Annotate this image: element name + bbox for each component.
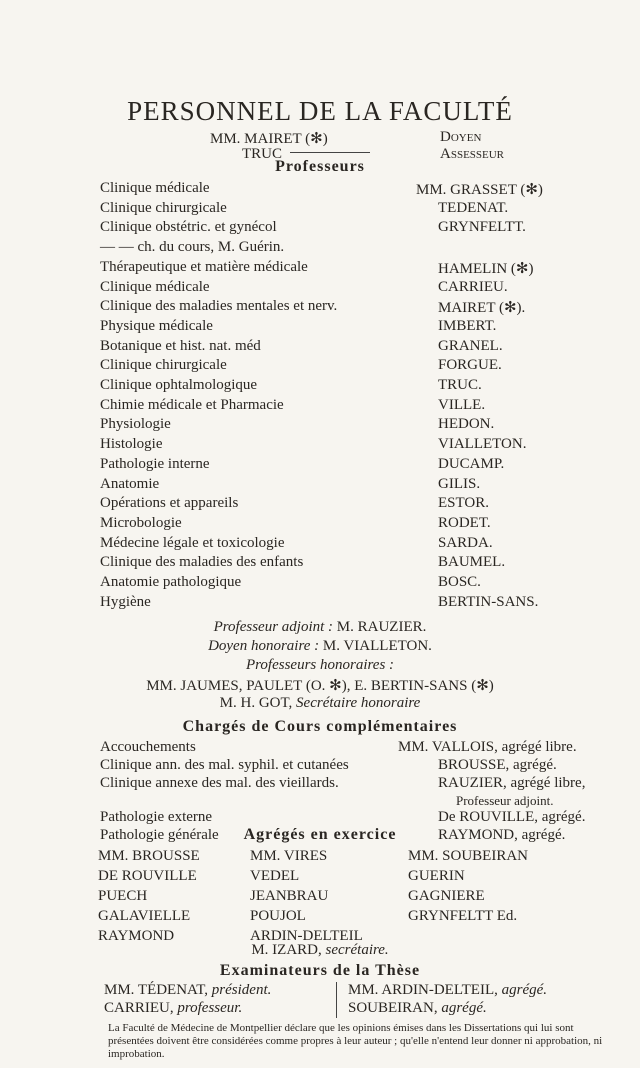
- charge-row-label: Clinique annexe des mal. des vieillards.: [100, 775, 339, 791]
- agreges-secretary-name: M. IZARD,: [251, 942, 322, 958]
- title-divider: [290, 152, 370, 153]
- professor-row: [100, 318, 612, 338]
- professor-row-name: BAUMEL.: [438, 554, 506, 571]
- secretary-honoraire-role: Secrétaire honoraire: [296, 695, 421, 711]
- charge-row-name: BROUSSE, agrégé.: [438, 757, 557, 773]
- professor-row-label: Thérapeutique et matière médicale: [100, 258, 308, 275]
- examiner-right: [348, 982, 547, 999]
- adjoint-name: M. RAUZIER.: [336, 619, 427, 635]
- professor-row-name: TEDENAT.: [438, 199, 509, 216]
- charge-row-name: De ROUVILLE, agrégé.: [438, 809, 586, 825]
- professor-row-label: Clinique chirurgicale: [100, 357, 227, 374]
- agreges-secretary-role: secrétaire.: [325, 942, 389, 958]
- agrege-name: MM. SOUBEIRAN: [408, 848, 529, 864]
- professor-row: [100, 416, 612, 436]
- professor-row: [100, 259, 612, 279]
- professor-row-label: Microbologie: [100, 514, 182, 531]
- adjoint-line: [0, 619, 640, 636]
- professor-row-label: Hygiène: [100, 593, 151, 610]
- professor-row-label: Botanique et hist. nat. méd: [100, 337, 261, 354]
- charge-row: [100, 757, 612, 777]
- examiner-left: [104, 1000, 242, 1017]
- examiner-left-role: président.: [211, 982, 272, 998]
- professor-row: [100, 574, 612, 594]
- agrege-name: MM. VIRES: [250, 848, 328, 864]
- professor-row-name: VILLE.: [438, 396, 486, 413]
- professor-row-name: GILIS.: [438, 475, 481, 492]
- secretary-honoraire-name: M. H. GOT,: [219, 695, 293, 711]
- dean-name: MM. MAIRET (✻): [210, 131, 328, 147]
- charge-row: [100, 775, 612, 795]
- page-title: PERSONNEL DE LA FACULTÉ: [127, 96, 513, 126]
- charge-row-label: Clinique ann. des mal. syphil. et cutanées: [100, 757, 349, 773]
- professor-row-name: ESTOR.: [438, 495, 489, 512]
- professor-row-label: Clinique des maladies des enfants: [100, 554, 304, 571]
- professor-row: [100, 397, 612, 417]
- professor-row-label: Clinique médicale: [100, 278, 210, 295]
- agrege-name: DE ROUVILLE: [98, 868, 197, 884]
- dean-role: Doyen: [440, 129, 482, 145]
- charge-row: [100, 739, 612, 759]
- examiner-right-role: agrégé.: [501, 982, 548, 998]
- examiner-right-name: SOUBEIRAN,: [348, 1000, 438, 1016]
- professor-row-name: RODET.: [438, 514, 491, 531]
- doyen-honoraire-label: Doyen honoraire :: [208, 638, 320, 654]
- professor-row-name: MAIRET (✻).: [438, 300, 526, 317]
- professor-row: [100, 239, 612, 259]
- prof-honoraires-label: Professeurs honoraires :: [245, 657, 395, 673]
- professor-row-name: VIALLETON.: [438, 436, 527, 453]
- professor-row: [100, 476, 612, 496]
- professor-row-name: GRANEL.: [438, 337, 503, 354]
- professor-row-name: GRYNFELTT.: [438, 219, 526, 236]
- professor-row-label: Opérations et appareils: [100, 495, 239, 512]
- professor-row: [100, 298, 612, 318]
- professor-row: [100, 200, 612, 220]
- charge-row-name: RAYMOND, agrégé.: [438, 827, 566, 843]
- professor-row-label: Clinique des maladies mentales et nerv.: [100, 298, 338, 315]
- faculty-disclaimer: La Faculté de Médecine de Montpellier déclare que les opinions émises dans les Dissertations qui lui sont présentées doivent être considérées comme propres à leur auteur ; qu'elle n'entend leur donner ni approbation, ni improbation.: [108, 1022, 603, 1060]
- examiner-right-name: MM. ARDIN-DELTEIL,: [348, 982, 498, 998]
- assessor-name: TRUC: [242, 146, 283, 162]
- professor-row-name: SARDA.: [438, 534, 493, 551]
- agrege-name: GUERIN: [408, 868, 465, 884]
- professor-row-name: FORGUE.: [438, 357, 502, 374]
- agrege-name: RAYMOND: [98, 928, 175, 944]
- professor-row: [100, 377, 612, 397]
- professor-row-label: Clinique ophtalmologique: [100, 377, 258, 393]
- charge-row-label: Pathologie externe: [100, 809, 213, 825]
- agrege-name: GAGNIERE: [408, 888, 485, 904]
- professor-row-name: TRUC.: [438, 377, 482, 393]
- examiner-left-name: CARRIEU,: [104, 1000, 174, 1016]
- professor-row-name: CARRIEU.: [438, 278, 508, 295]
- charge-row-label: Pathologie générale: [100, 827, 219, 843]
- agrege-name: JEANBRAU: [250, 888, 329, 904]
- examiner-left: [104, 982, 271, 999]
- charges-heading: Chargés de Cours complémentaires: [182, 718, 458, 735]
- professors-heading: Professeurs: [275, 158, 365, 175]
- professor-row-label: Clinique médicale: [100, 180, 210, 196]
- professor-row: [100, 495, 612, 515]
- agreges-column-3: [408, 846, 528, 926]
- professor-row: [100, 279, 612, 299]
- examiners-divider: [336, 982, 337, 1018]
- adjoint-label: Professeur adjoint :: [213, 619, 334, 635]
- professor-row-label: Médecine légale et toxicologie: [100, 534, 285, 551]
- prof-honoraires-names: MM. JAUMES, PAULET (O. ✻), E. BERTIN-SANS (✻): [146, 678, 494, 694]
- professor-row-label: Clinique chirurgicale: [100, 199, 227, 216]
- examiners-heading: Examinateurs de la Thèse: [219, 962, 421, 979]
- professor-row-label: Anatomie: [100, 475, 160, 492]
- agrege-name: VEDEL: [250, 868, 300, 884]
- professor-row-name: BERTIN-SANS.: [438, 593, 539, 610]
- examiner-left-role: professeur.: [177, 1000, 243, 1016]
- agrege-name: GALAVIELLE: [98, 908, 191, 924]
- agrege-name: MM. BROUSSE: [98, 848, 200, 864]
- professor-row-label: Physique médicale: [100, 317, 213, 334]
- charge-row-label: Accouchements: [100, 739, 196, 755]
- agreges-column-2: [250, 846, 363, 946]
- professor-row: [100, 436, 612, 456]
- agrege-name: POUJOL: [250, 908, 306, 924]
- agreges-heading: Agrégés en exercice: [243, 826, 397, 843]
- professor-row: [100, 357, 612, 377]
- professor-row-name: HEDON.: [438, 416, 495, 433]
- assessor-role: Assesseur: [440, 146, 505, 162]
- professor-row: [100, 515, 612, 535]
- professor-row-label: Histologie: [100, 436, 163, 453]
- professor-row-name: HAMELIN (✻): [438, 260, 534, 277]
- charge-row-name: MM. VALLOIS, agrégé libre.: [398, 739, 577, 755]
- examiner-right-role: agrégé.: [441, 1000, 487, 1016]
- professor-row: [100, 456, 612, 476]
- professor-row: [100, 180, 612, 200]
- professor-row-name: IMBERT.: [438, 317, 497, 334]
- professor-row-label: Chimie médicale et Pharmacie: [100, 396, 284, 413]
- doyen-honoraire-line: [0, 638, 640, 655]
- agrege-name: GRYNFELTT Ed.: [408, 908, 518, 924]
- examiner-right: [348, 1000, 487, 1017]
- professor-row: [100, 535, 612, 555]
- professor-row: [100, 338, 612, 358]
- charge-row-name: RAUZIER, agrégé libre,: [438, 775, 586, 791]
- professor-row-name: BOSC.: [438, 574, 481, 590]
- secretary-honoraire-line: [0, 695, 640, 712]
- professor-row: [100, 594, 612, 614]
- professor-row-label: Anatomie pathologique: [100, 574, 242, 590]
- agreges-secretary-line: [0, 942, 640, 959]
- agrege-name: ARDIN-DELTEIL: [250, 928, 363, 944]
- professor-row-label: Pathologie interne: [100, 455, 210, 472]
- professor-row-name: MM. GRASSET (✻): [416, 182, 543, 198]
- professor-row-label: Physiologie: [100, 416, 171, 433]
- agrege-name: PUECH: [98, 888, 148, 904]
- professor-row: [100, 219, 612, 239]
- professor-row: [100, 554, 612, 574]
- doyen-honoraire-name: M. VIALLETON.: [322, 638, 432, 654]
- professor-row-name: DUCAMP.: [438, 455, 505, 472]
- charge-row-note: Professeur adjoint.: [456, 793, 554, 808]
- professor-row-label: — — ch. du cours, M. Guérin.: [100, 239, 285, 256]
- professor-row-label: Clinique obstétric. et gynécol: [100, 219, 277, 236]
- examiner-left-name: MM. TÉDENAT,: [104, 982, 209, 998]
- agreges-column-1: [98, 846, 200, 946]
